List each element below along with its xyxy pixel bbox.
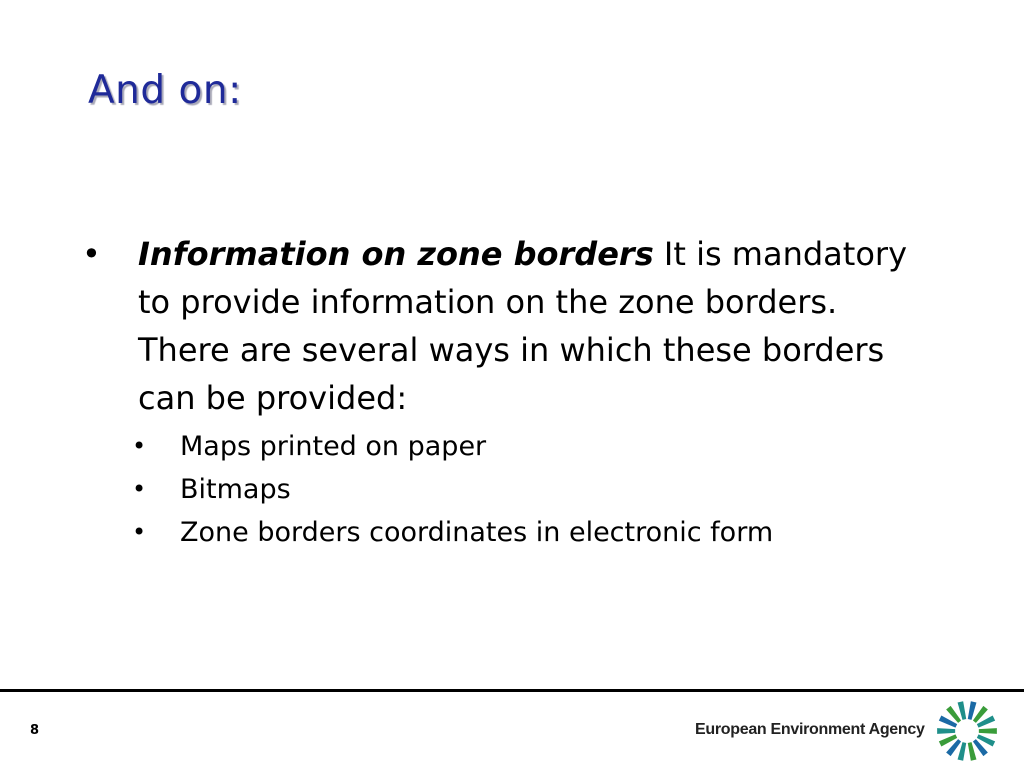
slide-body [82, 230, 912, 551]
sub-bullet-dot: • [132, 475, 147, 503]
logo-ray [937, 728, 955, 734]
sub-bullet-text: Zone borders coordinates in electronic form [180, 517, 774, 548]
logo-ray [958, 701, 967, 720]
eea-sun-logo-icon [934, 698, 1000, 764]
sub-bullet-text: Bitmaps [180, 474, 291, 505]
bullet-item [82, 230, 912, 422]
sub-bullet-list [132, 428, 912, 551]
logo-ray [968, 701, 977, 720]
bullet-dot: • [82, 235, 101, 273]
slide-title: And on: [88, 68, 242, 113]
logo-ray [968, 742, 977, 761]
sub-bullet-item [132, 514, 880, 551]
page-number: 8 [30, 723, 40, 738]
logo-ray [979, 728, 997, 734]
sub-bullet-item [132, 471, 880, 508]
footer-divider [0, 689, 1024, 692]
logo-ray [958, 742, 967, 761]
bullet-emphasis: Information on zone borders [138, 235, 654, 273]
agency-name: European Environment Agency [695, 721, 925, 738]
sub-bullet-dot: • [132, 432, 147, 460]
sub-bullet-dot: • [132, 518, 147, 546]
sub-bullet-text: Maps printed on paper [180, 431, 487, 462]
bullet-text: It is mandatory to provide information on the zone borders. There are several ways in which these borders can be provided: [138, 235, 907, 417]
sub-bullet-item [132, 428, 880, 465]
